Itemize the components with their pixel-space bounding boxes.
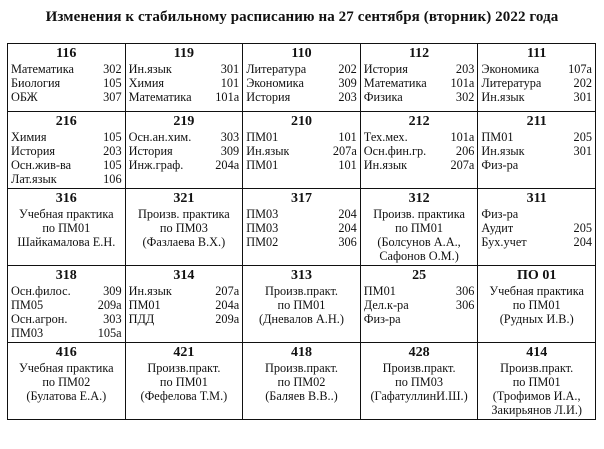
schedule-line [129,361,240,375]
subject-text: по ПМ01 [159,375,208,389]
group-cell [360,343,478,420]
schedule-line [11,130,122,144]
group-number: 428 [408,345,430,360]
group-number: 111 [526,46,547,61]
group-number: 116 [56,46,77,61]
schedule-line [11,312,122,326]
subject-text: ПМ01 [128,298,161,312]
schedule-line [246,312,357,326]
group-number: 311 [526,191,547,206]
schedule-line [481,284,592,298]
subject-text: ПМ01 [246,158,279,172]
schedule-line [129,130,240,144]
subject-text: по ПМ02 [277,375,326,389]
schedule-line [364,249,475,263]
group-cell [360,44,478,112]
subject-text: по ПМ01 [512,298,561,312]
subject-text: Осн.жив-ва [11,158,72,172]
schedule-line [364,235,475,249]
group-cell [478,112,596,189]
room-number: 302 [455,90,475,104]
group-number: 416 [55,345,77,360]
room-number: 204а [215,298,240,312]
schedule-line [364,312,475,326]
group-number: 25 [412,268,427,283]
subject-text: (Баляев В.В..) [265,389,338,403]
room-number: 203 [338,90,357,104]
schedule-line [11,221,122,235]
subject-text: Учебная практика [489,284,584,298]
schedule-row [8,112,596,189]
room-number: 202 [573,76,592,90]
subject-text: Инж.граф. [128,158,184,172]
room-number: 204 [573,235,592,249]
subject-text: ПМ03 [246,221,279,235]
schedule-line [481,312,592,326]
subject-text: (Болсунов А.А., [377,235,461,249]
room-number: 306 [455,298,475,312]
subject-text: Произв. практика [138,207,230,221]
schedule-line [481,403,592,417]
schedule-line [11,90,122,104]
schedule-line [11,158,122,172]
room-number: 101а [450,130,475,144]
group-number: 421 [173,345,195,360]
subject-text: ПМ05 [11,298,44,312]
group-number: 414 [526,345,548,360]
room-number [470,312,474,326]
schedule-line [246,375,357,389]
schedule-line [481,144,592,158]
room-number: 105 [103,158,122,172]
group-cell [125,266,243,343]
group-cell [125,44,243,112]
schedule-line [364,90,475,104]
subject-text: Шайкамалова Е.Н. [17,235,116,249]
subject-text: Химия [128,76,165,90]
schedule-line [364,76,475,90]
schedule-line [246,207,357,221]
group-number: 316 [55,191,77,206]
subject-text: по ПМ02 [42,375,91,389]
subject-text: Литература [246,62,307,76]
subject-text: Физика [363,90,403,104]
subject-text: Математика [363,76,427,90]
schedule-line [11,62,122,76]
group-number: 314 [173,268,195,283]
subject-text: Произв.практ. [382,361,456,375]
schedule-line [129,375,240,389]
room-number: 101 [338,158,357,172]
group-number: 119 [173,46,194,61]
group-number: ПО 01 [517,268,557,283]
subject-text: Физ-ра [363,312,401,326]
schedule-line [129,312,240,326]
group-cell [360,266,478,343]
subject-text: История [128,144,173,158]
schedule-line [11,172,122,186]
schedule-line [129,90,240,104]
document-title: Изменения к стабильному расписанию на 27 сентября (вторник) 2022 года [45,9,559,25]
group-cell [8,112,126,189]
schedule-line [129,144,240,158]
schedule-line [481,389,592,403]
room-number: 202 [338,62,357,76]
group-cell [125,112,243,189]
schedule-line [481,235,592,249]
schedule-line [11,389,122,403]
subject-text: Лат.язык [11,172,57,186]
subject-text: Физ-ра [481,158,519,172]
room-number: 301 [573,90,592,104]
subject-text: Ин.язык [363,158,408,172]
schedule-line [246,361,357,375]
group-number: 110 [291,46,312,61]
subject-text: Дел.к-ра [363,298,409,312]
group-cell [360,112,478,189]
group-cell [8,266,126,343]
schedule-row [8,44,596,112]
schedule-line [481,207,592,221]
schedule-line [364,207,475,221]
room-number: 309 [220,144,240,158]
subject-text: ПДД [128,312,155,326]
schedule-line [246,389,357,403]
subject-text: ОБЖ [11,90,38,104]
group-cell [125,189,243,266]
schedule-line [129,284,240,298]
schedule-row [8,266,596,343]
schedule-line [246,144,357,158]
room-number: 207а [332,144,357,158]
subject-text: Ин.язык [128,284,172,298]
schedule-line [246,76,357,90]
schedule-line [481,130,592,144]
subject-text: (ГафатуллинИ.Ш.) [370,389,468,403]
subject-text: (Рудных И.В.) [499,312,574,326]
room-number: 101а [450,76,475,90]
group-cell [478,44,596,112]
room-number: 105 [103,76,122,90]
schedule-line [364,62,475,76]
group-number: 112 [408,46,430,61]
schedule-line [364,389,475,403]
group-cell [8,189,126,266]
subject-text: по ПМ03 [395,375,444,389]
group-number: 211 [526,114,547,129]
schedule-line [481,221,592,235]
subject-text: (Дневалов А.Н.) [259,312,344,326]
subject-text: История [363,62,408,76]
schedule-line [364,375,475,389]
room-number: 301 [573,144,592,158]
schedule-line [481,90,592,104]
group-number: 313 [290,268,312,283]
subject-text: Учебная практика [19,361,114,375]
subject-text: Ин.язык [128,62,172,76]
group-number: 418 [290,345,312,360]
schedule-line [246,221,357,235]
group-number: 318 [55,268,77,283]
room-number [588,207,592,221]
schedule-line [481,76,592,90]
subject-text: Ин.язык [246,144,290,158]
subject-text: (Фефелова Т.М.) [140,389,228,403]
group-number: 321 [173,191,195,206]
schedule-line [11,235,122,249]
room-number: 105 [103,130,122,144]
subject-text: Экономика [246,76,304,90]
subject-text: Закирьянов Л.И.) [491,403,583,417]
schedule-line [11,207,122,221]
subject-text: ПМ02 [246,235,279,249]
group-number: 317 [290,191,312,206]
subject-text: Биология [11,76,61,90]
subject-text: Аудит [481,221,514,235]
room-number: 204 [338,207,357,221]
subject-text: Произв.практ. [147,361,221,375]
subject-text: Осн.фин.гр. [363,144,427,158]
schedule-line [481,158,592,172]
schedule-line [246,235,357,249]
schedule-line [129,235,240,249]
subject-text: Бух.учет [481,235,527,249]
room-number: 101 [338,130,357,144]
subject-text: Осн.агрон. [11,312,68,326]
schedule-line [246,158,357,172]
group-number: 312 [408,191,430,206]
subject-text: Ин.язык [481,144,525,158]
subject-text: по ПМ03 [159,221,208,235]
schedule-line [364,130,475,144]
room-number: 306 [455,284,475,298]
schedule-table [7,43,596,420]
subject-text: (Фазлаева В.Х.) [142,235,226,249]
schedule-line [364,144,475,158]
schedule-line [129,76,240,90]
subject-text: по ПМ01 [395,221,444,235]
schedule-row [8,189,596,266]
room-number: 209а [215,312,240,326]
group-number: 210 [290,114,312,129]
room-number: 204 [338,221,357,235]
room-number: 307 [103,90,122,104]
group-cell [478,343,596,420]
subject-text: Литература [481,76,542,90]
schedule-row [8,343,596,420]
schedule-line [11,76,122,90]
room-number: 309 [338,76,357,90]
schedule-line [246,284,357,298]
room-number: 205 [573,130,592,144]
group-cell [8,44,126,112]
subject-text: Экономика [481,62,540,76]
subject-text: ПМ03 [246,207,279,221]
room-number: 207а [215,284,240,298]
group-cell [243,189,361,266]
room-number: 309 [103,284,122,298]
subject-text: Сафонов О.М.) [379,249,459,263]
schedule-line [364,298,475,312]
subject-text: по ПМ01 [42,221,91,235]
schedule-line [129,221,240,235]
schedule-line [11,144,122,158]
group-cell [478,189,596,266]
schedule-line [364,221,475,235]
subject-text: ПМ01 [481,130,514,144]
room-number: 209а [97,298,122,312]
schedule-line [129,207,240,221]
room-number: 101 [220,76,240,90]
group-cell [360,189,478,266]
schedule-line [246,130,357,144]
subject-text: ПМ01 [363,284,396,298]
subject-text: История [11,144,56,158]
schedule-line [11,326,122,340]
group-cell [243,266,361,343]
schedule-line [129,62,240,76]
group-cell [125,343,243,420]
schedule-line [129,389,240,403]
group-number: 216 [55,114,77,129]
group-cell [243,343,361,420]
room-number: 205 [573,221,592,235]
room-number: 106 [103,172,122,186]
subject-text: (Булатова Е.А.) [26,389,107,403]
subject-text: Ин.язык [481,90,525,104]
subject-text: Тех.мех. [363,130,408,144]
schedule-line [129,298,240,312]
subject-text: по ПМ01 [512,375,561,389]
subject-text: Учебная практика [19,207,114,221]
schedule-line [364,284,475,298]
schedule-line [364,158,475,172]
schedule-line [481,62,592,76]
schedule-line [246,298,357,312]
schedule-line [481,361,592,375]
room-number: 101а [215,90,240,104]
subject-text: (Трофимов И.А., [492,389,581,403]
schedule-line [364,361,475,375]
subject-text: Осн.филос. [11,284,71,298]
group-number: 219 [173,114,195,129]
room-number: 306 [338,235,357,249]
subject-text: ПМ01 [246,130,279,144]
schedule-line [246,90,357,104]
subject-text: Математика [128,90,192,104]
subject-text: История [246,90,291,104]
room-number: 301 [220,62,240,76]
room-number: 303 [103,312,122,326]
group-cell [243,44,361,112]
group-cell [478,266,596,343]
room-number: 303 [220,130,240,144]
schedule-line [11,375,122,389]
group-number: 212 [408,114,430,129]
subject-text: Произв.практ. [500,361,574,375]
schedule-line [11,284,122,298]
group-cell [8,343,126,420]
group-cell [243,112,361,189]
subject-text: ПМ03 [11,326,44,340]
subject-text: Химия [11,130,47,144]
room-number: 203 [103,144,122,158]
subject-text: Физ-ра [481,207,519,221]
subject-text: Осн.ан.хим. [128,130,192,144]
room-number: 203 [455,62,475,76]
room-number [588,158,592,172]
schedule-line [11,361,122,375]
schedule-line [481,298,592,312]
subject-text: Произв.практ. [264,361,338,375]
schedule-line [246,62,357,76]
schedule-line [481,375,592,389]
subject-text: Математика [11,62,74,76]
subject-text: Произв.практ. [264,284,338,298]
room-number: 204а [215,158,240,172]
schedule-line [11,298,122,312]
room-number: 107а [568,62,592,76]
room-number: 105а [97,326,122,340]
room-number: 206 [455,144,475,158]
subject-text: по ПМ01 [277,298,326,312]
room-number: 207а [450,158,475,172]
room-number: 302 [103,62,122,76]
subject-text: Произв. практика [373,207,465,221]
schedule-line [129,158,240,172]
